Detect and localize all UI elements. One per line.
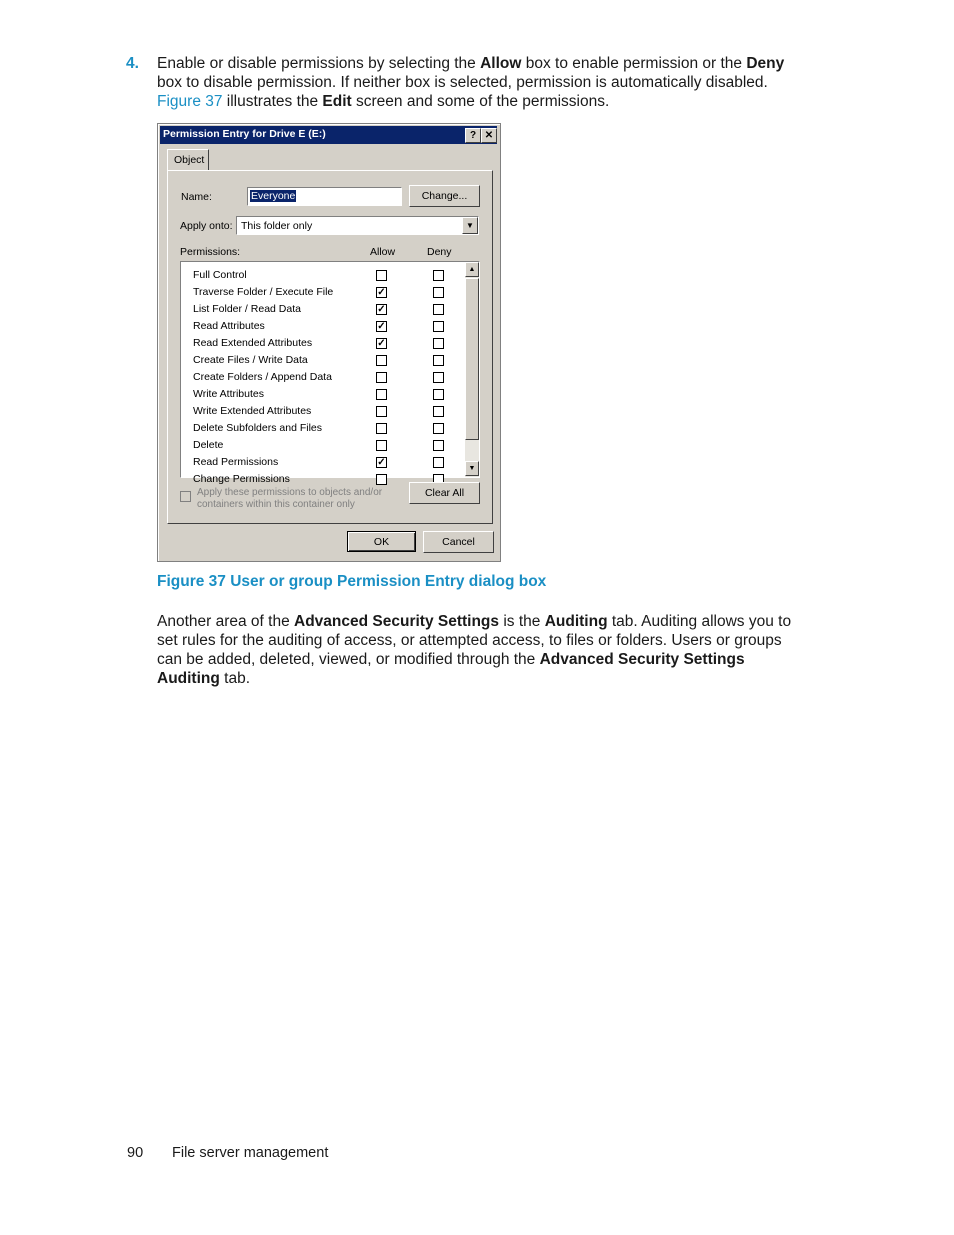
figure-link[interactable]: Figure 37 <box>157 93 223 110</box>
permission-name: Write Attributes <box>193 388 264 400</box>
scrollbar[interactable] <box>465 262 479 477</box>
deny-checkbox[interactable] <box>433 287 444 298</box>
deny-header: Deny <box>427 246 452 258</box>
para-text-part: tab. <box>219 670 251 687</box>
deny-checkbox[interactable] <box>433 338 444 349</box>
clear-all-button[interactable] <box>409 482 480 504</box>
para-text-part: Another area of the <box>157 613 295 630</box>
auditing-paragraph <box>157 612 807 688</box>
cancel-button[interactable] <box>423 531 494 553</box>
permission-name: Change Permissions <box>193 473 290 485</box>
name-label: Name: <box>181 191 212 203</box>
allow-checkbox[interactable] <box>376 423 387 434</box>
apply-onto-value: This folder only <box>241 220 313 232</box>
name-field <box>247 187 402 206</box>
allow-checkbox[interactable]: ✓ <box>377 338 386 349</box>
ok-button[interactable] <box>347 531 416 552</box>
deny-checkbox[interactable] <box>433 304 444 315</box>
scroll-up-icon[interactable]: ▲ <box>465 262 479 277</box>
change-button[interactable] <box>409 185 480 207</box>
close-button[interactable]: ✕ <box>481 128 497 143</box>
apply-children-label: Apply these permissions to objects and/or containers within this container only <box>197 487 383 510</box>
para-text-part: tab. Auditing allows you to set rules for the auditing of access, or attempted access, to files or folders. Users or groups can be added, deleted, viewed, or modified through the <box>157 613 792 668</box>
permission-row <box>181 436 463 453</box>
help-button[interactable]: ? <box>465 128 481 143</box>
allow-checkbox[interactable]: ✓ <box>377 457 386 468</box>
deny-checkbox[interactable] <box>433 457 444 468</box>
permission-name: Traverse Folder / Execute File <box>193 286 334 298</box>
step-bold-deny: Deny <box>746 55 785 72</box>
apply-onto-label: Apply onto: <box>180 220 233 232</box>
allow-checkbox[interactable] <box>376 372 387 383</box>
permission-name: Delete <box>193 439 224 451</box>
permission-name: Read Extended Attributes <box>193 337 313 349</box>
permission-name: Read Permissions <box>193 456 279 468</box>
tab-object-label: Object <box>174 154 205 166</box>
deny-checkbox[interactable] <box>433 423 444 434</box>
scroll-thumb[interactable] <box>465 278 479 440</box>
figure-caption: Figure 37 User or group Permission Entry dialog box <box>157 573 547 590</box>
permission-row <box>181 368 463 385</box>
step-text-part: illustrates the <box>222 93 323 110</box>
permission-row <box>181 266 463 283</box>
step-text <box>157 54 807 111</box>
permission-row <box>181 334 463 351</box>
deny-checkbox[interactable] <box>433 372 444 383</box>
deny-checkbox[interactable] <box>433 355 444 366</box>
allow-checkbox[interactable] <box>376 389 387 400</box>
name-value: Everyone <box>251 190 296 202</box>
para-bold-advanced-security: Advanced Security Settings <box>294 613 500 630</box>
allow-header: Allow <box>370 246 396 258</box>
permission-row <box>181 317 463 334</box>
step-text-part: Enable or disable permissions by selecting the <box>157 55 481 72</box>
permission-row <box>181 385 463 402</box>
apply-onto-select[interactable] <box>236 216 479 235</box>
permission-entry-dialog <box>157 123 501 562</box>
chevron-down-icon[interactable]: ▼ <box>462 217 478 234</box>
clear-all-button-label: Clear All <box>424 487 465 499</box>
allow-checkbox[interactable]: ✓ <box>377 321 386 332</box>
page-number: 90 <box>127 1145 144 1161</box>
permission-row <box>181 351 463 368</box>
step-text-part: box to disable permission. If neither box is selected, permission is automatically disabled. <box>157 74 768 91</box>
permissions-label: Permissions: <box>180 246 241 258</box>
permission-name: Create Folders / Append Data <box>193 371 332 383</box>
dialog-title: Permission Entry for Drive E (E:) <box>163 128 326 140</box>
permission-row <box>181 300 463 317</box>
apply-children-checkbox[interactable] <box>180 491 191 502</box>
step-bold-allow: Allow <box>480 55 522 72</box>
ok-button-label: OK <box>373 536 390 548</box>
permission-name: List Folder / Read Data <box>193 303 301 315</box>
permission-row <box>181 402 463 419</box>
deny-checkbox[interactable] <box>433 440 444 451</box>
permission-name: Read Attributes <box>193 320 265 332</box>
footer-section: File server management <box>172 1145 329 1161</box>
allow-checkbox[interactable]: ✓ <box>377 304 386 315</box>
dialog-titlebar <box>160 126 497 144</box>
deny-checkbox[interactable] <box>433 389 444 400</box>
allow-checkbox[interactable] <box>376 270 387 281</box>
permission-name: Full Control <box>193 269 247 281</box>
allow-checkbox[interactable] <box>376 406 387 417</box>
deny-checkbox[interactable] <box>433 270 444 281</box>
step-text-part: screen and some of the permissions. <box>351 93 610 110</box>
allow-checkbox[interactable]: ✓ <box>377 287 386 298</box>
permission-row <box>181 283 463 300</box>
allow-checkbox[interactable] <box>376 355 387 366</box>
allow-checkbox[interactable] <box>376 474 387 485</box>
scroll-down-icon[interactable]: ▼ <box>465 461 479 476</box>
permission-name: Delete Subfolders and Files <box>193 422 322 434</box>
tab-object[interactable] <box>167 149 209 171</box>
deny-checkbox[interactable] <box>433 406 444 417</box>
permissions-list <box>180 261 480 485</box>
permission-name: Write Extended Attributes <box>193 405 312 417</box>
cancel-button-label: Cancel <box>442 536 475 548</box>
permission-row <box>181 419 463 436</box>
deny-checkbox[interactable] <box>433 321 444 332</box>
step-text-part: box to enable permission or the <box>521 55 747 72</box>
para-text-part: is the <box>499 613 545 630</box>
permission-row <box>181 453 463 470</box>
step-bold-edit: Edit <box>322 93 352 110</box>
allow-checkbox[interactable] <box>376 440 387 451</box>
para-bold-auditing-tab: Advanced Security Settings Auditing <box>157 651 745 687</box>
permission-name: Create Files / Write Data <box>193 354 308 366</box>
para-bold-auditing: Auditing <box>544 613 608 630</box>
step-number: 4. <box>126 55 139 72</box>
change-button-label: Change... <box>421 190 468 202</box>
